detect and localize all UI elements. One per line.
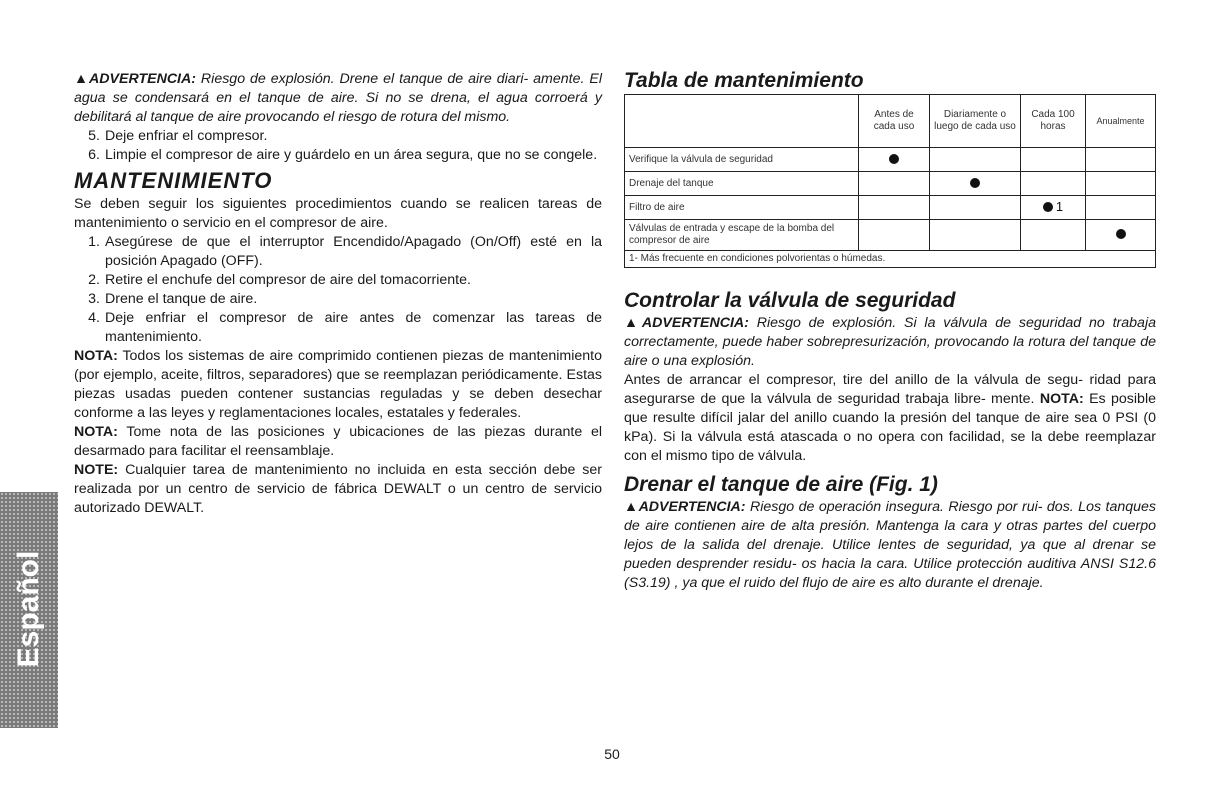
task-cell: Verifique la válvula de seguridad	[625, 148, 859, 172]
note-label: NOTE:	[74, 462, 119, 478]
maintenance-table-title: Tabla de mantenimiento	[624, 69, 864, 92]
table-row	[625, 148, 1156, 172]
interval-cell	[1086, 148, 1156, 172]
interval-cell	[1021, 148, 1086, 172]
body-text: Antes de arrancar el compresor, tire del anillo de la válvula de segu- ridad para asegurarse de que la válvula de seguridad trabaja libre- mente.	[624, 372, 1156, 407]
table-row	[625, 220, 1156, 251]
warning-icon: ▲	[74, 71, 90, 87]
bullet-icon	[1043, 202, 1053, 212]
step-text: Deje enfriar el compresor.	[105, 128, 268, 144]
note-text: Tome nota de las posiciones y ubicaciones de las piezas durante el desarmado para facilitar el reensamblaje.	[74, 424, 602, 459]
list-item	[74, 271, 602, 290]
step-number: 6.	[88, 147, 100, 163]
interval-cell	[930, 196, 1021, 220]
step-number: 3.	[88, 291, 100, 307]
interval-cell	[859, 196, 930, 220]
warning-text: Riesgo de explosión. Drene el tanque de aire diari- amente. El agua se condensará en el tanque de aire. Si no se drena, el agua corroerá y debilitará al tanque de aire provocando el riesgo de rotura del mismo.	[74, 71, 602, 125]
note-positions	[74, 423, 602, 461]
list-item	[74, 127, 602, 146]
step-number: 1.	[88, 234, 100, 250]
bullet-icon	[889, 154, 899, 164]
warning-text: Riesgo de explosión. Si la válvula de seguridad no trabaja correctamente, puede haber sobrepresurización, provocando la rotura del tanque de aire o una explosión.	[624, 315, 1156, 369]
maintenance-table	[624, 94, 1156, 268]
left-column	[74, 70, 602, 518]
task-cell: Drenaje del tanque	[625, 172, 859, 196]
step-text: Retire el enchufe del compresor de aire del tomacorriente.	[105, 272, 471, 288]
interval-cell	[1086, 196, 1156, 220]
interval-cell	[859, 220, 930, 251]
table-header-row	[625, 95, 1156, 148]
drain-warning	[624, 498, 1156, 593]
note-service	[74, 461, 602, 518]
bullet-icon	[1116, 229, 1126, 239]
safety-warning	[624, 314, 1156, 371]
table-footnote-row	[625, 251, 1156, 268]
maintenance-intro: Se deben seguir los siguientes procedimientos cuando se realicen tareas de mantenimiento o servicio en el compresor de aire.	[74, 196, 602, 231]
note-label: NOTA:	[1039, 391, 1084, 407]
table-header-empty	[625, 95, 859, 148]
safety-body	[624, 371, 1156, 466]
language-tab-label: Español	[12, 550, 45, 668]
warning-label: ADVERTENCIA:	[641, 315, 749, 331]
table-header-cell: Cada 100 horas	[1021, 95, 1086, 148]
step-text: Limpie el compresor de aire y guárdelo en un área segura, que no se congele.	[105, 147, 598, 163]
maintenance-heading: MANTENIMIENTO	[74, 168, 273, 193]
footnote-marker: 1	[1055, 199, 1064, 215]
step-number: 5.	[88, 128, 100, 144]
task-cell: Válvulas de entrada y escape de la bomba del compresor de aire	[625, 220, 859, 251]
step-text: Asegúrese de que el interruptor Encendido/Apagado (On/Off) esté en la posición Apagado (OFF).	[105, 234, 602, 269]
steps-list-a	[74, 127, 602, 165]
steps-list-b	[74, 233, 602, 347]
interval-cell	[1086, 220, 1156, 251]
interval-cell	[859, 172, 930, 196]
table-header-cell: Diariamente o luego de cada uso	[930, 95, 1021, 148]
interval-cell	[1021, 220, 1086, 251]
right-column	[624, 70, 1156, 593]
warning-icon: ▲	[624, 315, 642, 331]
note-label: NOTA:	[74, 424, 118, 440]
note-parts	[74, 347, 602, 423]
step-number: 4.	[88, 310, 100, 326]
safety-valve-heading: Controlar la válvula de seguridad	[624, 289, 956, 312]
step-text: Drene el tanque de aire.	[105, 291, 258, 307]
interval-cell	[859, 148, 930, 172]
table-body	[625, 148, 1156, 251]
warning-label: ADVERTENCIA:	[89, 71, 196, 87]
step-text: Deje enfriar el compresor de aire antes de comenzar las tareas de mantenimiento.	[105, 310, 602, 345]
page-number: 50	[604, 746, 620, 762]
step-number: 2.	[88, 272, 100, 288]
note-text: Cualquier tarea de mantenimiento no incluida en esta sección debe ser realizada por un centro de servicio de fábrica DEWALT o un centro de servicio autorizado DEWALT.	[74, 462, 602, 516]
explosion-warning	[74, 70, 602, 127]
warning-text: Riesgo de operación insegura. Riesgo por rui- dos. Los tanques de aire contienen aire de alta presión. Mantenga la cara y otras partes del cuerpo lejos de la salida del drenaje. Utilice lentes de seguridad, ya que al drenar se pueden desprender residu- os hacia la cara. Utilice protección auditiva ANSI S12.6 (S3.19) , ya que el ruido del flujo de aire es alto durante el drenaje.	[624, 499, 1156, 591]
drain-tank-heading: Drenar el tanque de aire (Fig. 1)	[624, 473, 938, 496]
table-footnote: 1- Más frecuente en condiciones polvorientas o húmedas.	[625, 251, 1156, 268]
warning-icon: ▲	[624, 499, 639, 515]
list-item	[74, 290, 602, 309]
note-label: NOTA:	[74, 348, 118, 364]
task-cell: Filtro de aire	[625, 196, 859, 220]
interval-cell	[930, 220, 1021, 251]
note-text: Todos los sistemas de aire comprimido contienen piezas de mantenimiento (por ejemplo, aceite, filtros, separadores) que se reemplazan periódicamente. Estas piezas usadas pueden contener sustancias reguladas y se deben desechar conforme a las leyes y reglamentaciones locales, estatales y federales.	[74, 348, 602, 421]
table-header-cell: Anualmente	[1086, 95, 1156, 148]
language-tab	[0, 492, 58, 728]
bullet-icon	[970, 178, 980, 188]
table-row	[625, 196, 1156, 220]
interval-cell	[1021, 172, 1086, 196]
table-row	[625, 172, 1156, 196]
list-item	[74, 146, 602, 165]
list-item	[74, 309, 602, 347]
table-header-cell: Antes de cada uso	[859, 95, 930, 148]
body-text: Es posible que resulte difícil jalar del anillo cuando la presión del tanque de aire sea 0 PSI (0 kPa). Si la válvula está atascada o no opera con facilidad, se la debe reemplazar con el mismo tipo de válvula.	[624, 391, 1156, 464]
interval-cell	[930, 172, 1021, 196]
interval-cell	[930, 148, 1021, 172]
interval-cell	[1086, 172, 1156, 196]
list-item	[74, 233, 602, 271]
interval-cell	[1021, 196, 1086, 220]
warning-label: ADVERTENCIA:	[638, 499, 746, 515]
